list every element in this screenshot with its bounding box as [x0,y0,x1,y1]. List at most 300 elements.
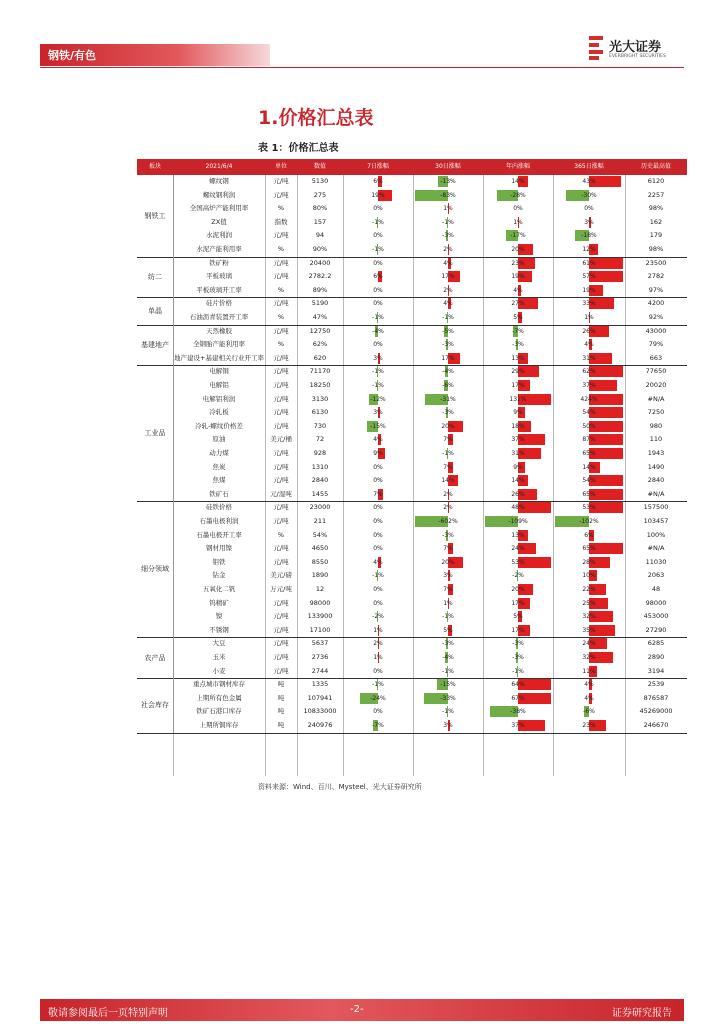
change-bar-cell [555,190,623,201]
change-bar-cell [485,638,551,649]
change-value: 4% [513,286,523,294]
change-bar-cell [415,475,481,486]
indicator-name: 全钢胎产能利用率 [193,340,245,349]
change-value: 1% [443,599,453,607]
change-value: 0% [584,205,594,213]
change-bar-cell [485,489,551,500]
value: 12 [315,585,325,593]
change-value: -109% [508,518,528,525]
unit: 吨 [277,693,285,702]
group-label: 工业品 [137,365,174,501]
change-bar-cell [485,530,551,541]
change-value: -38% [510,708,526,716]
change-bar-cell [415,298,481,309]
change-value: 7% [443,463,453,471]
change-bar-cell [555,462,623,473]
change-value: 24% [511,545,525,553]
change-bar-cell [555,203,623,214]
table-row [137,637,687,651]
historical-max: 980 [649,421,663,430]
change-bar-cell [415,326,481,337]
value: 1335 [311,680,329,689]
change-bar-cell [345,434,411,445]
change-value: 3% [443,722,453,729]
change-bar-cell [555,584,623,595]
company-logo [589,36,689,66]
change-value: 12% [582,246,596,253]
value: 94 [315,231,325,240]
change-bar-cell [485,611,551,622]
price-summary-table [137,159,687,776]
indicator-name: 钢材用镍 [206,544,232,553]
indicator-name: 五氧化二钒 [202,585,236,593]
logo-name: 光大证券 [609,40,662,55]
indicator-name: 重点城市钢材库存 [193,680,245,689]
change-bar-cell [345,271,411,282]
change-value: -3% [512,654,524,661]
change-value: 23% [582,722,596,729]
value: 5130 [311,177,329,185]
change-value: -3% [442,409,454,417]
change-value: 4% [584,694,594,702]
change-bar-cell [485,652,551,663]
change-bar-cell [345,706,411,717]
change-value: -3% [442,640,454,648]
change-value: -24% [370,694,386,702]
change-value: 17% [511,599,525,607]
historical-max: 92% [648,313,664,321]
table-header-cell: 30日涨幅 [435,163,461,170]
unit: 吨 [277,680,285,689]
table-header [137,159,687,175]
change-value: 9% [513,463,523,471]
change-value: 32% [582,654,596,661]
value: 8550 [311,557,329,566]
indicator-name: 石油沥青装置开工率 [189,313,249,321]
change-bar-cell [485,326,551,337]
indicator-name: 水泥利润 [206,231,232,240]
change-bar-cell [485,570,551,581]
change-value: 22% [582,586,596,593]
change-bar-cell [555,298,623,309]
unit: 吨 [277,707,285,716]
change-bar-cell [345,230,411,241]
group-separator [137,733,687,734]
unit: 元/吨 [273,299,289,308]
change-value: 7% [443,436,453,444]
unit: 元/吨 [273,598,289,607]
change-value: -1% [372,218,384,226]
value: 1310 [311,462,329,471]
change-value: -3% [442,341,454,349]
change-bar-cell [345,598,411,609]
change-value: 19% [511,273,525,281]
change-bar-cell [485,434,551,445]
change-value: 0% [373,667,383,675]
table-header-cell: 板块 [148,163,161,170]
logo-mark-icon [589,36,603,60]
unit: % [277,245,285,253]
change-value: 29% [511,368,525,376]
change-bar-cell [485,407,551,418]
change-value: -15% [370,422,386,430]
change-value: 0% [373,531,383,539]
table-row [137,474,687,488]
change-value: 37% [511,436,525,444]
change-value: -15% [440,681,456,689]
change-value: 57% [582,273,596,281]
change-bar-cell [345,475,411,486]
table-header-cell: 数值 [313,163,326,170]
change-value: 0% [513,205,523,213]
change-value: -1% [372,314,384,321]
indicator-name: 硅铁价格 [206,503,232,512]
table-header-cell: 历史最高值 [640,163,671,170]
value: 107941 [307,693,333,702]
footer-disclaimer: 敬请参阅最后一页特别声明 [48,1008,168,1019]
change-bar-cell [345,217,411,228]
change-value: 50% [582,422,596,430]
table-row [137,379,687,393]
change-bar-cell [415,366,481,377]
historical-max: 2257 [647,190,665,199]
indicator-name: 钴金 [212,571,226,580]
change-bar-cell [345,502,411,513]
table-row [137,556,687,570]
change-value: -4% [372,327,384,335]
indicator-name: 玉米 [212,653,226,661]
change-bar-cell [555,394,623,405]
group-label: 社会库存 [137,678,174,732]
unit: 元/湿吨 [270,489,292,498]
value: 1890 [311,571,329,580]
table-row [137,229,687,243]
change-bar-cell [415,462,481,473]
change-value: -6% [442,382,454,389]
indicator-name: 石墨电极开工率 [196,530,242,539]
value: 80% [312,204,328,213]
change-value: 7% [443,545,453,553]
change-value: 65% [582,450,596,457]
change-bar-cell [485,366,551,377]
historical-max: 1490 [647,462,665,471]
change-bar-cell [555,407,623,418]
change-value: 2% [443,246,453,253]
change-value: 43% [582,178,596,185]
indicator-name: 铁矿石 [209,489,229,498]
historical-max: 157500 [643,503,669,512]
historical-max: 2539 [647,680,665,689]
change-bar-cell [415,285,481,296]
change-bar-cell [485,421,551,432]
change-value: -1% [442,450,454,457]
table-row [137,583,687,597]
change-bar-cell [415,339,481,350]
change-bar-cell [555,679,623,690]
table-row [137,338,687,352]
change-bar-cell [345,326,411,337]
indicator-name: 石墨电极利润 [199,517,239,525]
change-bar-cell [415,421,481,432]
table-row [137,325,687,339]
historical-max: 27290 [645,625,667,634]
change-value: -17% [510,232,526,240]
change-value: 0% [373,341,383,349]
change-value: 0% [373,259,383,267]
historical-max: 2063 [647,571,665,580]
change-value: 5% [513,613,523,621]
change-bar-cell [415,489,481,500]
change-bar-cell [415,584,481,595]
value: 2782.2 [308,272,332,281]
unit: 美元/磅 [270,571,292,580]
unit: 元/吨 [273,517,289,525]
change-value: 0% [373,708,383,716]
change-value: 13% [511,354,525,362]
change-bar-cell [485,353,551,364]
change-value: 10% [582,572,596,580]
change-bar-cell [555,475,623,486]
change-value: 67% [511,694,525,702]
change-value: 64% [511,681,525,689]
change-bar-cell [415,258,481,269]
change-bar-cell [485,380,551,391]
change-value: -30% [581,191,597,199]
indicator-name: 焦炭 [212,462,226,471]
change-bar-cell [485,176,551,187]
historical-max: 23500 [645,258,667,267]
change-value: 25% [582,599,596,607]
page-number: -2- [350,1004,364,1015]
value: 17100 [309,625,331,634]
change-value: 54% [582,477,596,485]
change-value: 1% [584,314,594,321]
change-bar-cell [415,230,481,241]
value: 211 [313,517,327,525]
change-bar-cell [345,258,411,269]
change-bar-cell [485,666,551,677]
unit: 吨 [277,721,285,729]
historical-max: 876587 [643,693,669,702]
value: 20400 [309,258,331,267]
historical-max: 179 [649,231,663,240]
change-value: -33% [440,694,456,702]
change-value: 9% [513,409,523,417]
value: 71170 [309,367,331,376]
change-value: 0% [373,205,383,213]
table-row [137,406,687,420]
change-bar-cell [345,570,411,581]
indicator-name: 冷轧-螺纹价格差 [195,421,243,430]
table-row [137,352,687,366]
table-row [137,597,687,611]
change-bar-cell [345,625,411,636]
indicator-name: 硅片价格 [206,299,232,308]
change-bar-cell [415,353,481,364]
table-row [137,311,687,325]
value: 275 [313,190,327,199]
change-bar-cell [345,489,411,500]
value: 18250 [309,381,331,389]
unit: % [277,313,285,321]
table-row [137,678,687,692]
change-value: 26% [582,327,596,335]
change-value: 4% [443,259,453,267]
change-bar-cell [415,176,481,187]
unit: 美元/桶 [270,435,292,444]
change-bar-cell [415,312,481,323]
historical-max: 453000 [643,612,669,621]
change-bar-cell [345,543,411,554]
change-value: 28% [582,558,596,566]
change-bar-cell [485,706,551,717]
change-value: -13% [440,178,456,185]
change-bar-cell [345,666,411,677]
change-value: 5% [513,314,523,321]
change-bar-cell [345,638,411,649]
change-value: 14% [441,477,455,485]
group-label: 农产品 [137,637,174,678]
change-value: 0% [373,477,383,485]
change-bar-cell [555,271,623,282]
change-value: -1% [372,382,384,389]
value: 3130 [311,394,329,403]
unit: 元/吨 [273,449,289,457]
change-value: -1% [442,218,454,226]
table-row [137,488,687,502]
change-bar-cell [415,706,481,717]
indicator-name: 电解铝利润 [202,394,236,403]
change-value: 37% [582,382,596,389]
logo-subtitle: EVERBRIGHT SECURITIES [609,54,666,59]
change-bar-cell [555,421,623,432]
value: 157 [313,217,327,226]
change-bar-cell [555,339,623,350]
change-bar-cell [485,203,551,214]
table-row [137,257,687,271]
group-label: 基建地产 [137,325,174,366]
change-value: 131% [509,395,527,403]
change-bar-cell [415,598,481,609]
indicator-name: 钨精矿 [209,598,229,607]
table-title: 表 1：价格汇总表 [258,143,339,154]
change-bar-cell [485,584,551,595]
change-bar-cell [555,502,623,513]
change-value: 87% [582,436,596,444]
historical-max: 45269000 [639,707,673,716]
change-value: 19% [582,286,596,294]
change-bar-cell [345,339,411,350]
change-value: 20% [511,246,525,253]
change-value: 6% [373,178,383,185]
table-row [137,624,687,638]
historical-max: 98% [648,204,664,213]
change-value: -2% [512,572,524,580]
change-bar-cell [485,190,551,201]
change-bar-cell [415,203,481,214]
change-bar-cell [485,475,551,486]
change-bar-cell [555,230,623,241]
historical-max: 663 [649,353,663,362]
change-value: 0% [373,518,383,525]
change-bar-cell [415,693,481,704]
header-divider [40,67,684,68]
unit: 元/吨 [273,666,289,675]
change-value: 20% [441,558,455,566]
group-label: 钢铁工 [137,175,174,257]
change-bar-cell [555,434,623,445]
table-row [137,447,687,461]
table-header-cell: 365日涨幅 [574,163,604,170]
value: 6130 [311,408,329,417]
historical-max: 110 [649,435,663,444]
change-bar-cell [345,530,411,541]
change-value: 19% [371,191,385,199]
change-bar-cell [555,598,623,609]
change-value: 0% [373,545,383,553]
change-value: 0% [373,300,383,308]
header-section-label: 钢铁/有色 [48,49,97,62]
change-value: -102% [579,518,599,525]
value: 89% [312,285,328,294]
change-bar-cell [415,530,481,541]
table-row [137,705,687,719]
change-bar-cell [485,462,551,473]
change-value: -1% [372,681,384,689]
unit: 元/吨 [273,326,289,335]
change-bar-cell [345,679,411,690]
change-bar-cell [555,380,623,391]
change-value: 48% [511,504,525,512]
change-bar-cell [345,462,411,473]
change-value: 17% [441,273,455,281]
indicator-name: 冷轧板 [209,408,229,417]
change-bar-cell [485,244,551,255]
table-row [137,243,687,257]
unit: 元/吨 [273,653,289,661]
change-value: 14% [511,477,525,485]
table-row [137,692,687,706]
table-row [137,569,687,583]
change-value: 24% [582,640,596,648]
change-bar-cell [555,244,623,255]
value: 23000 [309,503,331,512]
change-value: 1% [373,626,383,634]
historical-max: 2782 [647,272,665,281]
historical-max: 162 [649,217,663,226]
change-value: 17% [511,382,525,389]
change-value: 5% [443,626,453,634]
change-value: -5% [442,327,454,335]
change-bar-cell [415,407,481,418]
unit: 元/吨 [273,177,289,185]
historical-max: 48 [651,585,661,593]
unit: 元/吨 [273,544,289,553]
change-value: -31% [440,395,456,403]
change-value: 54% [582,409,596,417]
change-value: 9% [373,450,383,457]
change-bar-cell [485,557,551,568]
change-value: 65% [582,490,596,498]
historical-max: 97% [648,285,664,294]
change-bar-cell [555,176,623,187]
historical-max: 4200 [647,299,665,308]
change-value: 3% [373,409,383,417]
indicator-name: 镍 [215,612,223,621]
section-title: 1.价格汇总表 [258,107,374,129]
unit: % [277,285,285,294]
historical-max: 103457 [643,517,669,525]
